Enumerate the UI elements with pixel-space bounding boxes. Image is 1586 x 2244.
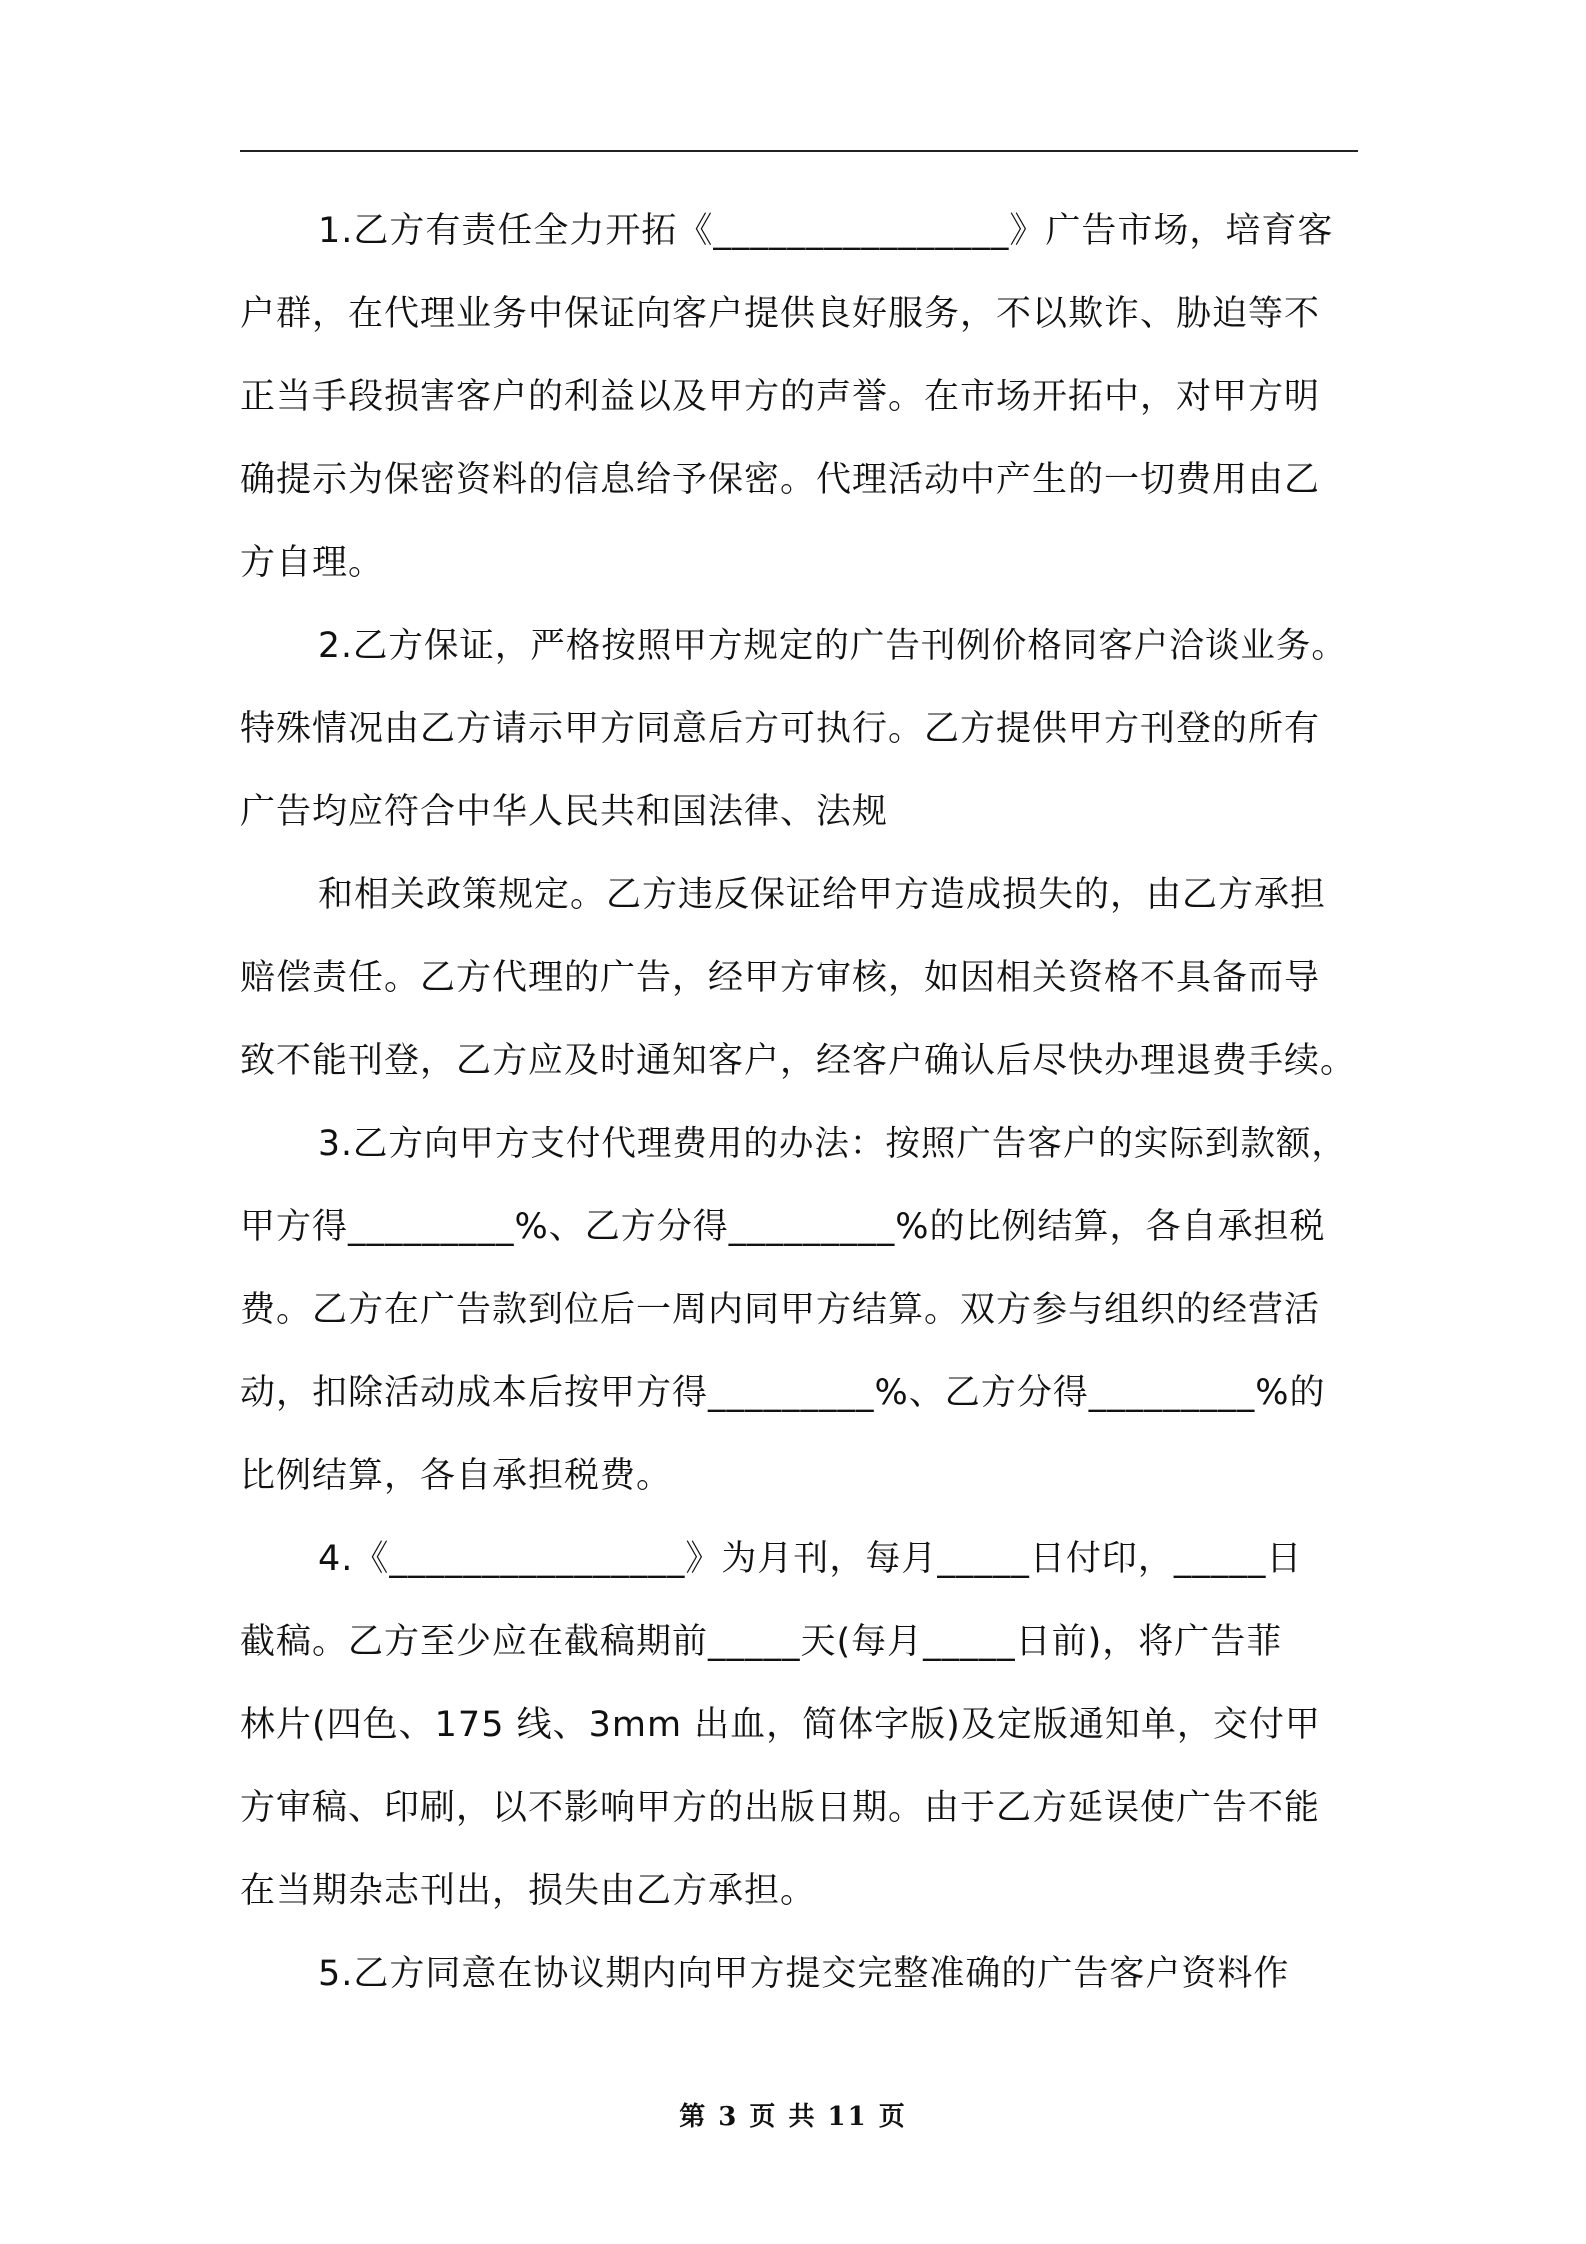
text-line-4: 确提示为保密资料的信息给予保密。代理活动中产生的一切费用由乙 (240, 460, 1321, 500)
text-line-19: 林片(四色、175 线、3mm 出血，简体字版)及定版通知单，交付甲 (240, 1705, 1321, 1745)
text-line-22: 5.乙方同意在协议期内向甲方提交完整准确的广告客户资料作 (318, 1954, 1290, 1994)
text-line-7: 特殊情况由乙方请示甲方同意后方可执行。乙方提供甲方刊登的所有 (240, 709, 1321, 749)
text-line-15: 动，扣除活动成本后按甲方得_________%、乙方分得_________%的 (240, 1373, 1326, 1413)
text-line-10: 赔偿责任。乙方代理的广告，经甲方审核，如因相关资格不具备而导 (240, 958, 1321, 998)
text-line-20: 方审稿、印刷，以不影响甲方的出版日期。由于乙方延误使广告不能 (240, 1788, 1321, 1828)
header-rule (240, 150, 1358, 152)
text-line-2: 户群，在代理业务中保证向客户提供良好服务，不以欺诈、胁迫等不 (240, 294, 1321, 334)
text-line-13: 甲方得_________%、乙方分得_________%的比例结算，各自承担税 (240, 1207, 1326, 1247)
text-line-14: 费。乙方在广告款到位后一周内同甲方结算。双方参与组织的经营活 (240, 1290, 1321, 1330)
text-line-18: 截稿。乙方至少应在截稿期前_____天(每月_____日前)，将广告菲 (240, 1622, 1283, 1662)
text-line-17: 4.《________________》为月刊，每月_____日付印，_____日 (318, 1539, 1303, 1579)
text-line-6: 2.乙方保证，严格按照甲方规定的广告刊例价格同客户洽谈业务。 (318, 626, 1347, 666)
text-line-21: 在当期杂志刊出，损失由乙方承担。 (240, 1871, 817, 1911)
text-line-9: 和相关政策规定。乙方违反保证给甲方造成损失的，由乙方承担 (318, 875, 1327, 915)
text-line-3: 正当手段损害客户的利益以及甲方的声誉。在市场开拓中，对甲方明 (240, 377, 1321, 417)
text-line-12: 3.乙方向甲方支付代理费用的办法：按照广告客户的实际到款额， (318, 1124, 1347, 1164)
text-line-16: 比例结算，各自承担税费。 (240, 1456, 673, 1496)
text-line-8: 广告均应符合中华人民共和国法律、法规 (240, 792, 889, 832)
text-line-1: 1.乙方有责任全力开拓《________________》广告市场，培育客 (318, 211, 1334, 251)
page-number-footer: 第 3 页 共 11 页 (679, 2102, 907, 2132)
text-line-5: 方自理。 (240, 543, 385, 583)
text-line-11: 致不能刊登，乙方应及时通知客户，经客户确认后尽快办理退费手续。 (240, 1041, 1357, 1081)
